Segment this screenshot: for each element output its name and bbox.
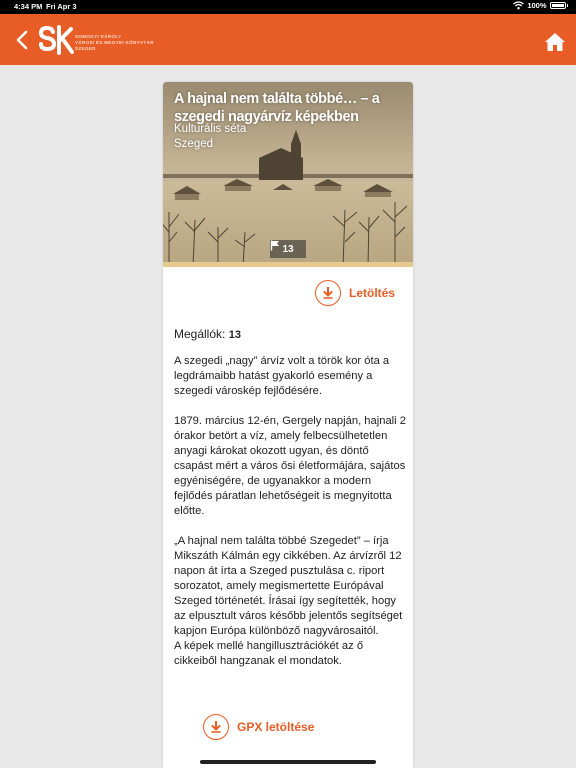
wifi-icon <box>513 1 524 10</box>
battery-percent: 100% <box>527 1 547 10</box>
stops-count: 13 <box>228 329 241 341</box>
status-time: 4:34 PM <box>14 2 43 11</box>
download-arrow-icon <box>323 287 333 299</box>
download-label: Letöltés <box>349 286 396 300</box>
tour-description <box>174 354 406 684</box>
stops-badge-count: 13 <box>282 243 294 255</box>
description-paragraph: A szegedi „nagy” árvíz volt a török kor óta a legdrámaibb hatást gyakorló esemény a szegedi városkép fejlődésére. <box>174 355 390 397</box>
download-button[interactable] <box>315 280 395 306</box>
stops-count-row <box>174 327 241 341</box>
tour-category: Kulturális séta <box>174 123 247 135</box>
tour-hero-image <box>163 82 413 267</box>
library-logo-icon <box>38 25 74 55</box>
home-icon[interactable] <box>544 32 566 52</box>
description-paragraph: „A hajnal nem találta többé Szegedet” – írja Mikszáth Kálmán egy cikkében. Az árvízről 12 napon át írta a Szeged pusztulása c. riport sorozatot, amely megismertette Európával Szeged történetét. Írásai így segítették, hogy az elpusztult város később jelentős segítséget kapjon Európa különböző nagyvárosaitól. <box>174 535 403 637</box>
status-right <box>513 1 568 10</box>
description-paragraph: A képek mellé hangillusztrációkét az ő cikkeiből hangzanak el mondatok. <box>174 640 364 667</box>
tour-card <box>163 82 413 768</box>
tour-title: A hajnal nem találta többé… – a szegedi nagyárvíz képekben <box>174 91 380 125</box>
library-name-line: SOMOGYI KÁROLY <box>75 34 122 39</box>
library-name <box>75 34 154 52</box>
gpx-download-button[interactable] <box>203 714 314 740</box>
battery-tip <box>567 4 569 7</box>
download-circle <box>315 280 341 306</box>
tour-city: Szeged <box>174 138 214 150</box>
home-indicator[interactable] <box>200 760 376 764</box>
stops-badge <box>270 240 306 258</box>
stops-label: Megállók: <box>174 327 226 341</box>
app-header <box>0 14 576 65</box>
gpx-download-circle <box>203 714 229 740</box>
library-name-line: SZEGED <box>75 46 96 51</box>
status-date: Fri Apr 3 <box>46 2 77 11</box>
library-name-line: VÁROSI ÉS MEGYEI KÖNYVTÁR <box>75 40 154 45</box>
battery-icon <box>550 2 566 9</box>
flag-icon <box>270 240 280 251</box>
gpx-download-label: GPX letöltése <box>237 720 315 734</box>
download-arrow-icon <box>211 721 221 733</box>
back-chevron-icon[interactable] <box>12 28 34 52</box>
description-paragraph: 1879. március 12-én, Gergely napján, hajnali 2 órakor betört a víz, amely felbecsülhetetlen anyagi károkat okozott ugyan, és döntő csapást mért a város ősi életformájára, sajátos egyéniségére, de ugyanakkor a modern fejlődés páratlan lehetőségeit is megnyitotta előtte. <box>174 415 406 517</box>
status-bar <box>0 0 576 14</box>
